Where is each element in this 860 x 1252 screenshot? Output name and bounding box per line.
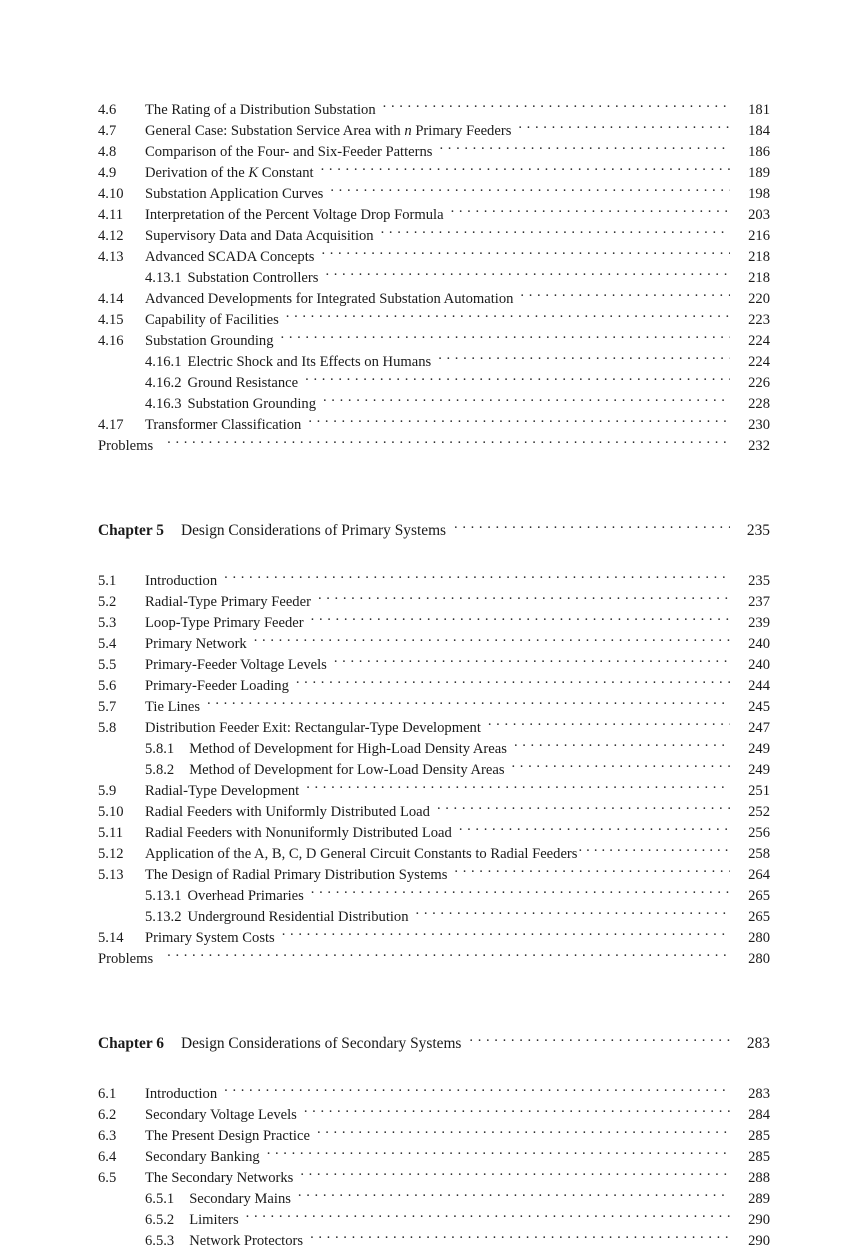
toc-entry-row[interactable] bbox=[98, 823, 770, 844]
toc-entry-title: 5.13.2 Underground Residential Distribution bbox=[98, 907, 416, 928]
toc-page-number: 290 bbox=[748, 1212, 770, 1228]
dot-leader bbox=[323, 394, 730, 408]
toc-entry-title: Radial-Type Development bbox=[145, 783, 300, 799]
dot-leader bbox=[459, 823, 730, 837]
toc-entry-title: Introduction bbox=[145, 573, 218, 589]
toc-entry-title: The Rating of a Distribution Substation bbox=[145, 102, 376, 118]
toc-entry-title: Primary Network bbox=[145, 636, 247, 652]
toc-entry-row[interactable] bbox=[98, 163, 770, 184]
dot-leader bbox=[318, 592, 730, 606]
toc-subsection-number: 4.13.1 bbox=[145, 270, 182, 286]
toc-entry-row[interactable] bbox=[98, 1168, 770, 1189]
toc-entry-row[interactable] bbox=[98, 331, 770, 352]
toc-entry-title: Comparison of the Four- and Six-Feeder Patterns bbox=[145, 144, 433, 160]
toc-page bbox=[98, 100, 770, 1252]
dot-leader bbox=[311, 886, 730, 900]
toc-section-number: 5.9 bbox=[98, 783, 117, 799]
toc-section-number: 5.11 bbox=[98, 825, 123, 841]
toc-entry-row[interactable] bbox=[98, 1105, 770, 1126]
dot-leader bbox=[286, 310, 730, 324]
toc-entry-row[interactable] bbox=[98, 886, 770, 907]
toc-entry-title: Primary System Costs bbox=[145, 930, 275, 946]
toc-section-number: 5.7 bbox=[98, 699, 117, 715]
toc-entry-title: Substation Application Curves bbox=[145, 186, 324, 202]
dot-leader bbox=[438, 352, 730, 366]
toc-entry-row[interactable] bbox=[98, 310, 770, 331]
toc-entry-row[interactable] bbox=[98, 1147, 770, 1168]
toc-page-number: 240 bbox=[748, 636, 770, 652]
toc-page-number: 189 bbox=[748, 165, 770, 181]
toc-page-number: 284 bbox=[748, 1107, 770, 1123]
toc-entry-row[interactable] bbox=[98, 184, 770, 205]
toc-page-number: 252 bbox=[748, 804, 770, 820]
toc-entry-title: Transformer Classification bbox=[145, 417, 302, 433]
dot-leader bbox=[321, 247, 730, 261]
toc-page-number: 280 bbox=[748, 951, 770, 967]
toc-entry-row[interactable] bbox=[98, 205, 770, 226]
toc-page-number: 232 bbox=[748, 438, 770, 454]
toc-section-number: 6.4 bbox=[98, 1149, 117, 1165]
toc-entry-title: 6.5.1 Secondary Mains bbox=[98, 1189, 298, 1210]
toc-page-number: 245 bbox=[748, 699, 770, 715]
dot-leader bbox=[578, 844, 730, 858]
toc-entry-title: 4.16.1 Electric Shock and Its Effects on Humans bbox=[98, 352, 438, 373]
dot-leader bbox=[317, 1126, 730, 1140]
toc-section-number: 4.16 bbox=[98, 333, 124, 349]
dot-leader bbox=[451, 205, 730, 219]
dot-leader bbox=[300, 1168, 730, 1182]
dot-leader bbox=[167, 436, 730, 450]
toc-page-number: 235 bbox=[746, 522, 770, 539]
toc-list bbox=[98, 100, 770, 1252]
dot-leader bbox=[334, 655, 730, 669]
dot-leader bbox=[224, 1084, 730, 1098]
toc-entry-row[interactable] bbox=[98, 697, 770, 718]
toc-entry-row[interactable] bbox=[98, 121, 770, 142]
toc-entry-title: Advanced Developments for Integrated Substation Automation bbox=[145, 291, 514, 307]
toc-subsection-number: 5.8.1 bbox=[145, 741, 175, 757]
toc-entry-row[interactable] bbox=[98, 655, 770, 676]
toc-section-number: 4.14 bbox=[98, 291, 124, 307]
toc-page-number: 186 bbox=[748, 144, 770, 160]
dot-leader bbox=[321, 163, 730, 177]
toc-section-number: 4.8 bbox=[98, 144, 117, 160]
toc-section-number: 6.1 bbox=[98, 1086, 117, 1102]
toc-section-number: 5.3 bbox=[98, 615, 117, 631]
chapter-gap-before bbox=[98, 970, 770, 1033]
toc-page-number: 224 bbox=[748, 354, 770, 370]
toc-entry-row[interactable] bbox=[98, 739, 770, 760]
toc-page-number: 223 bbox=[748, 312, 770, 328]
dot-leader bbox=[512, 760, 731, 774]
dot-leader bbox=[454, 865, 730, 879]
toc-entry-title: Loop-Type Primary Feeder bbox=[145, 615, 304, 631]
toc-entry-title: The Secondary Networks bbox=[145, 1170, 294, 1186]
dot-leader bbox=[281, 331, 730, 345]
toc-entry-title: The Present Design Practice bbox=[145, 1128, 310, 1144]
chapter-title: Design Considerations of Primary Systems bbox=[180, 522, 447, 539]
toc-entry-title: 5.8.2 Method of Development for Low-Load Density Areas bbox=[98, 760, 512, 781]
dot-leader bbox=[305, 373, 730, 387]
toc-entry-row[interactable] bbox=[98, 928, 770, 949]
toc-entry-title: 4.13.1 Substation Controllers bbox=[98, 268, 325, 289]
toc-page-number: 280 bbox=[748, 930, 770, 946]
toc-entry-title: Problems bbox=[98, 951, 154, 967]
toc-section-number: 6.5 bbox=[98, 1170, 117, 1186]
toc-section-number: 4.11 bbox=[98, 207, 123, 223]
toc-entry-row[interactable] bbox=[98, 226, 770, 247]
dot-leader bbox=[381, 226, 730, 240]
toc-subsection-number: 4.16.2 bbox=[145, 375, 182, 391]
toc-problems-row[interactable] bbox=[98, 436, 770, 457]
toc-entry-title: Radial Feeders with Uniformly Distributed Load bbox=[145, 804, 430, 820]
toc-entry-title: Radial-Type Primary Feeder bbox=[145, 594, 311, 610]
dot-leader bbox=[296, 676, 730, 690]
toc-entry-title: 4.16.3 Substation Grounding bbox=[98, 394, 323, 415]
toc-section-number: 5.2 bbox=[98, 594, 117, 610]
dot-leader bbox=[267, 1147, 730, 1161]
toc-section-number: 5.10 bbox=[98, 804, 124, 820]
toc-entry-row[interactable] bbox=[98, 1084, 770, 1105]
toc-page-number: 198 bbox=[748, 186, 770, 202]
toc-page-number: 249 bbox=[748, 762, 770, 778]
dot-leader bbox=[304, 1105, 730, 1119]
toc-subsection-number: 6.5.3 bbox=[145, 1233, 175, 1249]
toc-entry-row[interactable] bbox=[98, 394, 770, 415]
toc-section-number: 4.15 bbox=[98, 312, 124, 328]
toc-entry-row[interactable] bbox=[98, 415, 770, 436]
toc-subsection-number: 6.5.2 bbox=[145, 1212, 175, 1228]
chapter-gap-after bbox=[98, 541, 770, 571]
toc-page-number: 235 bbox=[748, 573, 770, 589]
chapter-gap-before bbox=[98, 457, 770, 520]
toc-page-number: 285 bbox=[748, 1149, 770, 1165]
toc-entry-row[interactable] bbox=[98, 247, 770, 268]
toc-problems-row[interactable] bbox=[98, 949, 770, 970]
toc-page-number: 228 bbox=[748, 396, 770, 412]
toc-entry-row[interactable] bbox=[98, 907, 770, 928]
toc-page-number: 240 bbox=[748, 657, 770, 673]
toc-subsection-number: 5.13.2 bbox=[145, 909, 182, 925]
dot-leader bbox=[520, 289, 730, 303]
dot-leader bbox=[383, 100, 730, 114]
dot-leader bbox=[518, 121, 730, 135]
toc-page-number: 181 bbox=[748, 102, 770, 118]
toc-page-number: 264 bbox=[748, 867, 770, 883]
dot-leader bbox=[488, 718, 730, 732]
toc-entry-title: Application of the A, B, C, D General Circuit Constants to Radial Feeders bbox=[145, 846, 578, 862]
toc-page-number: 290 bbox=[748, 1233, 770, 1249]
toc-entry-row[interactable] bbox=[98, 373, 770, 394]
toc-subsection-number: 5.8.2 bbox=[145, 762, 175, 778]
toc-page-number: 251 bbox=[748, 783, 770, 799]
toc-section-number: 4.7 bbox=[98, 123, 117, 139]
toc-entry-row[interactable] bbox=[98, 1126, 770, 1147]
toc-page-number: 285 bbox=[748, 1128, 770, 1144]
toc-entry-title: Primary-Feeder Loading bbox=[145, 678, 289, 694]
toc-entry-row[interactable] bbox=[98, 1189, 770, 1210]
toc-entry-title: 5.8.1 Method of Development for High-Load Density Areas bbox=[98, 739, 514, 760]
toc-entry-row[interactable] bbox=[98, 634, 770, 655]
dot-leader bbox=[224, 571, 730, 585]
toc-entry-title: Supervisory Data and Data Acquisition bbox=[145, 228, 374, 244]
dot-leader bbox=[246, 1210, 730, 1224]
toc-section-number: 5.6 bbox=[98, 678, 117, 694]
toc-entry-row[interactable] bbox=[98, 760, 770, 781]
toc-entry-row[interactable] bbox=[98, 781, 770, 802]
toc-section-number: 6.3 bbox=[98, 1128, 117, 1144]
toc-entry-title: 6.5.2 Limiters bbox=[98, 1210, 246, 1231]
dot-leader bbox=[282, 928, 730, 942]
toc-entry-title: Substation Grounding bbox=[145, 333, 274, 349]
dot-leader bbox=[254, 634, 730, 648]
dot-leader bbox=[207, 697, 730, 711]
toc-entry-row[interactable] bbox=[98, 289, 770, 310]
toc-entry-title: General Case: Substation Service Area with n Primary Feeders bbox=[145, 123, 512, 139]
dot-leader bbox=[514, 739, 730, 753]
toc-entry-title: Secondary Banking bbox=[145, 1149, 260, 1165]
toc-chapter-row[interactable] bbox=[98, 520, 770, 541]
toc-entry-row[interactable] bbox=[98, 1231, 770, 1252]
dot-leader bbox=[454, 521, 730, 535]
dot-leader bbox=[437, 802, 730, 816]
dot-leader bbox=[469, 1034, 730, 1048]
toc-page-number: 283 bbox=[748, 1086, 770, 1102]
toc-entry-row[interactable] bbox=[98, 571, 770, 592]
toc-section-number: 4.10 bbox=[98, 186, 124, 202]
toc-entry-title: Secondary Voltage Levels bbox=[145, 1107, 297, 1123]
toc-entry-title: Tie Lines bbox=[145, 699, 201, 715]
toc-section-number: 4.17 bbox=[98, 417, 124, 433]
toc-entry-row[interactable] bbox=[98, 676, 770, 697]
toc-section-number: 4.13 bbox=[98, 249, 124, 265]
toc-section-number: 4.6 bbox=[98, 102, 117, 118]
toc-entry-row[interactable] bbox=[98, 802, 770, 823]
toc-section-number: 4.12 bbox=[98, 228, 124, 244]
toc-entry-title: Introduction bbox=[145, 1086, 218, 1102]
toc-entry-row[interactable] bbox=[98, 592, 770, 613]
toc-section-number: 5.1 bbox=[98, 573, 117, 589]
toc-page-number: 288 bbox=[748, 1170, 770, 1186]
toc-section-number: 5.13 bbox=[98, 867, 124, 883]
dot-leader bbox=[325, 268, 730, 282]
dot-leader bbox=[298, 1189, 730, 1203]
toc-entry-title: 6.5.3 Network Protectors bbox=[98, 1231, 310, 1252]
toc-section-number: 5.5 bbox=[98, 657, 117, 673]
toc-section-number: 5.12 bbox=[98, 846, 124, 862]
toc-page-number: 220 bbox=[748, 291, 770, 307]
toc-page-number: 218 bbox=[748, 270, 770, 286]
toc-entry-row[interactable] bbox=[98, 1210, 770, 1231]
toc-entry-title: Interpretation of the Percent Voltage Drop Formula bbox=[145, 207, 444, 223]
toc-page-number: 283 bbox=[746, 1035, 770, 1052]
toc-page-number: 244 bbox=[748, 678, 770, 694]
toc-page-number: 203 bbox=[748, 207, 770, 223]
toc-entry-title: Capability of Facilities bbox=[145, 312, 279, 328]
toc-subsection-number: 4.16.1 bbox=[145, 354, 182, 370]
toc-entry-title: Advanced SCADA Concepts bbox=[145, 249, 315, 265]
toc-page-number: 216 bbox=[748, 228, 770, 244]
toc-section-number: 4.9 bbox=[98, 165, 117, 181]
toc-page-number: 265 bbox=[748, 909, 770, 925]
toc-entry-row[interactable] bbox=[98, 100, 770, 121]
toc-page-number: 258 bbox=[748, 846, 770, 862]
chapter-gap-after bbox=[98, 1054, 770, 1084]
toc-entry-title: Distribution Feeder Exit: Rectangular-Type Development bbox=[145, 720, 481, 736]
dot-leader bbox=[416, 907, 730, 921]
italic-symbol: n bbox=[404, 123, 412, 139]
dot-leader bbox=[310, 1231, 730, 1245]
toc-chapter-row[interactable] bbox=[98, 1033, 770, 1054]
toc-page-number: 226 bbox=[748, 375, 770, 391]
chapter-label: Chapter 6 bbox=[98, 1035, 164, 1052]
toc-entry-title: 5.13.1 Overhead Primaries bbox=[98, 886, 311, 907]
toc-page-number: 239 bbox=[748, 615, 770, 631]
toc-entry-title: Primary-Feeder Voltage Levels bbox=[145, 657, 327, 673]
toc-entry-row[interactable] bbox=[98, 352, 770, 373]
toc-page-number: 247 bbox=[748, 720, 770, 736]
toc-page-number: 218 bbox=[748, 249, 770, 265]
dot-leader bbox=[167, 949, 730, 963]
toc-subsection-number: 5.13.1 bbox=[145, 888, 182, 904]
toc-page-number: 256 bbox=[748, 825, 770, 841]
toc-entry-row[interactable] bbox=[98, 844, 770, 865]
toc-page-number: 237 bbox=[748, 594, 770, 610]
italic-symbol: K bbox=[248, 165, 259, 181]
toc-page-number: 224 bbox=[748, 333, 770, 349]
toc-entry-row[interactable] bbox=[98, 142, 770, 163]
dot-leader bbox=[308, 415, 730, 429]
toc-entry-row[interactable] bbox=[98, 268, 770, 289]
toc-subsection-number: 6.5.1 bbox=[145, 1191, 175, 1207]
chapter-label: Chapter 5 bbox=[98, 522, 164, 539]
toc-entry-row[interactable] bbox=[98, 613, 770, 634]
toc-entry-title: Derivation of the K Constant bbox=[145, 165, 314, 181]
dot-leader bbox=[306, 781, 730, 795]
toc-entry-title: Radial Feeders with Nonuniformly Distributed Load bbox=[145, 825, 452, 841]
toc-section-number: 6.2 bbox=[98, 1107, 117, 1123]
toc-page-number: 249 bbox=[748, 741, 770, 757]
toc-section-number: 5.14 bbox=[98, 930, 124, 946]
chapter-title: Design Considerations of Secondary Systems bbox=[180, 1035, 462, 1052]
toc-entry-title: The Design of Radial Primary Distribution Systems bbox=[145, 867, 448, 883]
dot-leader bbox=[439, 142, 730, 156]
dot-leader bbox=[330, 184, 730, 198]
toc-entry-title: Problems bbox=[98, 438, 154, 454]
toc-section-number: 5.4 bbox=[98, 636, 117, 652]
toc-page-number: 230 bbox=[748, 417, 770, 433]
toc-subsection-number: 4.16.3 bbox=[145, 396, 182, 412]
toc-entry-row[interactable] bbox=[98, 718, 770, 739]
toc-section-number: 5.8 bbox=[98, 720, 117, 736]
toc-page-number: 289 bbox=[748, 1191, 770, 1207]
toc-page-number: 265 bbox=[748, 888, 770, 904]
dot-leader bbox=[311, 613, 730, 627]
toc-entry-title: 4.16.2 Ground Resistance bbox=[98, 373, 305, 394]
toc-page-number: 184 bbox=[748, 123, 770, 139]
toc-entry-row[interactable] bbox=[98, 865, 770, 886]
